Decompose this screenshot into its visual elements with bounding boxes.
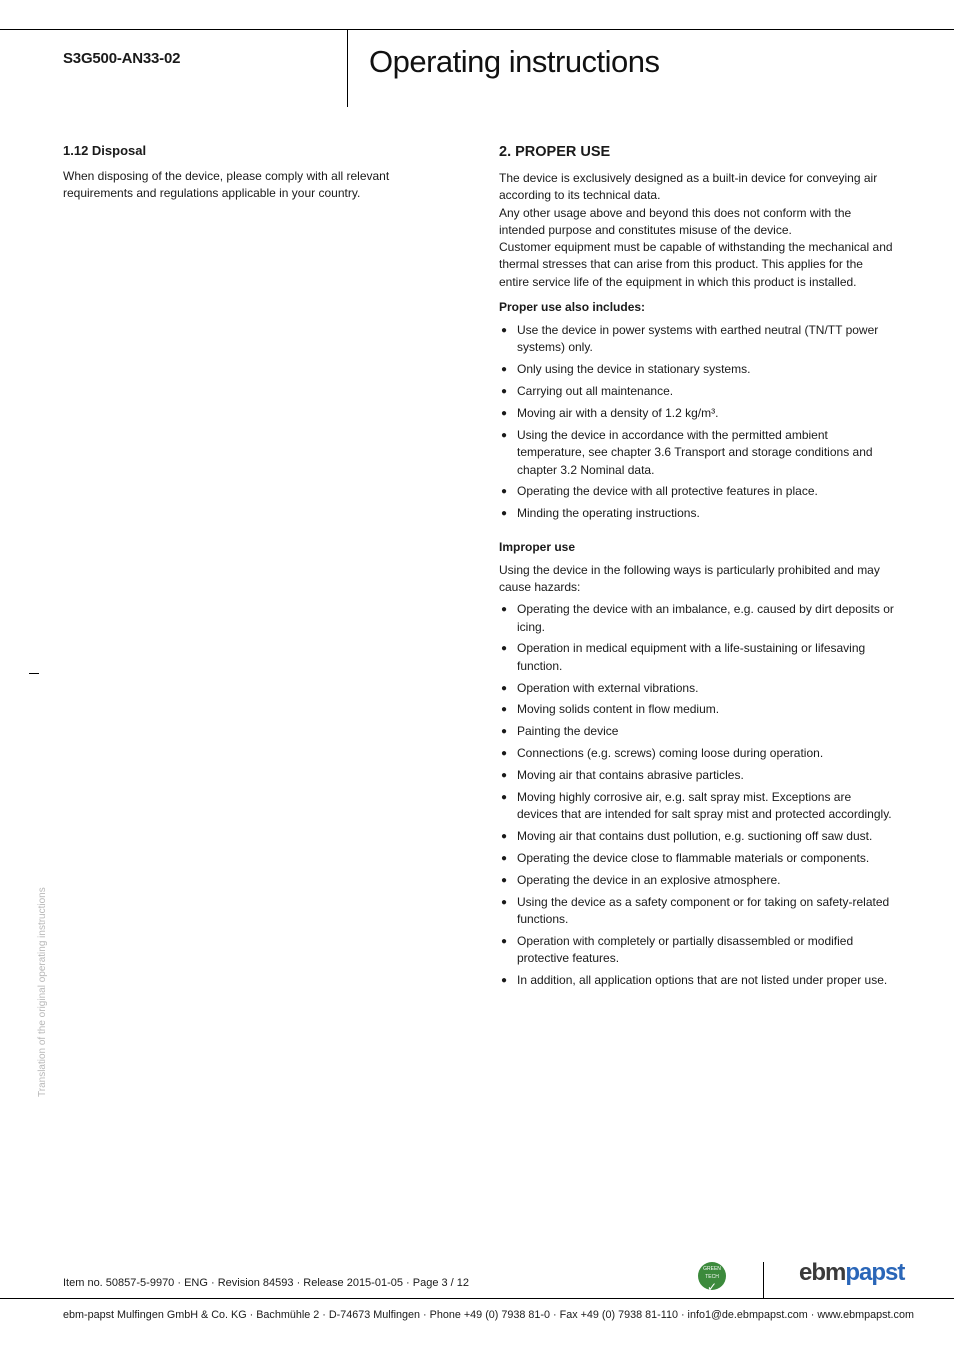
bullet-icon: ●: [501, 896, 508, 908]
bullet-icon: ●: [501, 831, 508, 843]
proper-use-paragraph: Any other usage above and beyond this does not conform with the intended purpose and constitutes misuse of the device.: [499, 205, 852, 237]
check-icon: ✓: [706, 1280, 718, 1294]
bullet-icon: ●: [501, 748, 508, 760]
model-number: S3G500-AN33-02: [63, 50, 181, 67]
proper-use-list: [499, 322, 894, 523]
improper-use-intro: Using the device in the following ways is particularly prohibited and may cause hazards:: [499, 562, 880, 594]
list-item: ● Moving solids content in flow medium.: [499, 701, 894, 718]
disposal-text: When disposing of the device, please comply with all relevant requirements and regulations applicable in your country.: [63, 169, 390, 201]
bullet-icon: ●: [501, 936, 508, 948]
list-item: ● Use the device in power systems with earthed neutral (TN/TT power systems) only.: [501, 323, 879, 355]
green-tech-badge: GREEN TECH ✓: [698, 1262, 726, 1290]
list-item: ● Moving air that contains dust pollution, e.g. suctioning off saw dust.: [499, 828, 894, 845]
list-item: ● Using the device as a safety component or for taking on safety-related functions.: [501, 894, 890, 927]
bullet-icon: ●: [501, 429, 508, 441]
footer-rule: [0, 1298, 954, 1299]
bullet-icon: ●: [501, 643, 508, 655]
list-item: ● Operating the device with all protective features in place.: [499, 483, 894, 500]
fold-mark: [29, 673, 39, 674]
proper-use-section: [499, 143, 894, 994]
disposal-heading: 1.12 Disposal: [63, 143, 147, 158]
bullet-icon: ●: [501, 604, 508, 616]
list-item: ● Operation with completely or partially disassembled or modified protective features.: [501, 934, 854, 966]
bullet-icon: ●: [501, 508, 508, 520]
list-item: ● Only using the device in stationary systems.: [499, 361, 894, 378]
list-item: ● Operating the device in an explosive atmosphere.: [499, 872, 894, 889]
bullet-icon: ●: [501, 704, 508, 716]
bullet-icon: ●: [501, 386, 508, 398]
list-item: ● In addition, all application options that are not listed under proper use.: [499, 972, 894, 989]
proper-use-paragraph: The device is exclusively designed as a built-in device for conveying air according to its technical data.: [499, 171, 878, 203]
bullet-icon: ●: [501, 770, 508, 782]
translation-note: Translation of the original operating instructions: [37, 887, 48, 1097]
proper-use-paragraph: Customer equipment must be capable of withstanding the mechanical and thermal stresses that can arise from this product. This applies for the entire service life of the equipment in which this product is installed.: [499, 240, 893, 289]
proper-use-includes-heading: Proper use also includes:: [499, 300, 646, 315]
list-item: ● Operation with external vibrations.: [499, 680, 894, 697]
list-item: ● Operation in medical equipment with a life-sustaining or lifesaving function.: [501, 641, 866, 673]
bullet-icon: ●: [501, 853, 508, 865]
bullet-icon: ●: [501, 682, 508, 694]
bullet-icon: ●: [501, 726, 508, 738]
header-top-rule: [0, 29, 954, 30]
bullet-icon: ●: [501, 325, 508, 337]
page-title: Operating instructions: [369, 44, 660, 79]
improper-use-list: [499, 601, 894, 989]
footer-contact: ebm-papst Mulfingen GmbH & Co. KG · Bachmühle 2 · D-74673 Mulfingen · Phone +49 (0) 7938 81-0 · Fax +49 (0) 7938 81-110 · info1@de.ebmpapst.com · www.ebmpapst.com: [63, 1309, 914, 1321]
list-item: ● Operating the device close to flammable materials or components.: [499, 850, 894, 867]
list-item: ● Moving air that contains abrasive particles.: [499, 767, 894, 784]
list-item: ● Moving highly corrosive air, e.g. salt spray mist. Exceptions are devices that are intended for salt spray mist and protected accordingly.: [501, 790, 892, 822]
bullet-icon: ●: [501, 875, 508, 886]
list-item: ● Minding the operating instructions.: [499, 505, 894, 522]
bullet-icon: ●: [501, 364, 508, 376]
list-item: ● Using the device in accordance with the permitted ambient temperature, see chapter 3.6 Transport and storage conditions and chapter 3.2 Nominal data.: [501, 427, 873, 477]
list-item: ● Carrying out all maintenance.: [499, 383, 894, 400]
logo-divider: [763, 1262, 764, 1298]
improper-use-heading: Improper use: [499, 539, 576, 554]
bullet-icon: ●: [501, 408, 508, 420]
bullet-icon: ●: [501, 486, 508, 498]
list-item: ● Painting the device: [499, 723, 894, 740]
list-item: ● Operating the device with an imbalance, e.g. caused by dirt deposits or icing.: [501, 602, 894, 634]
bullet-icon: ●: [501, 975, 508, 987]
disposal-section: [63, 143, 403, 203]
header-divider: [347, 29, 348, 107]
company-logo: ebmpapst: [799, 1259, 905, 1286]
list-item: ● Moving air with a density of 1.2 kg/m³.: [499, 405, 894, 422]
bullet-icon: ●: [501, 792, 508, 804]
proper-use-heading: 2. PROPER USE: [499, 144, 611, 160]
list-item: ● Connections (e.g. screws) coming loose during operation.: [499, 745, 894, 762]
item-info: Item no. 50857-5-9970 · ENG · Revision 84593 · Release 2015-01-05 · Page 3 / 12: [63, 1277, 470, 1289]
